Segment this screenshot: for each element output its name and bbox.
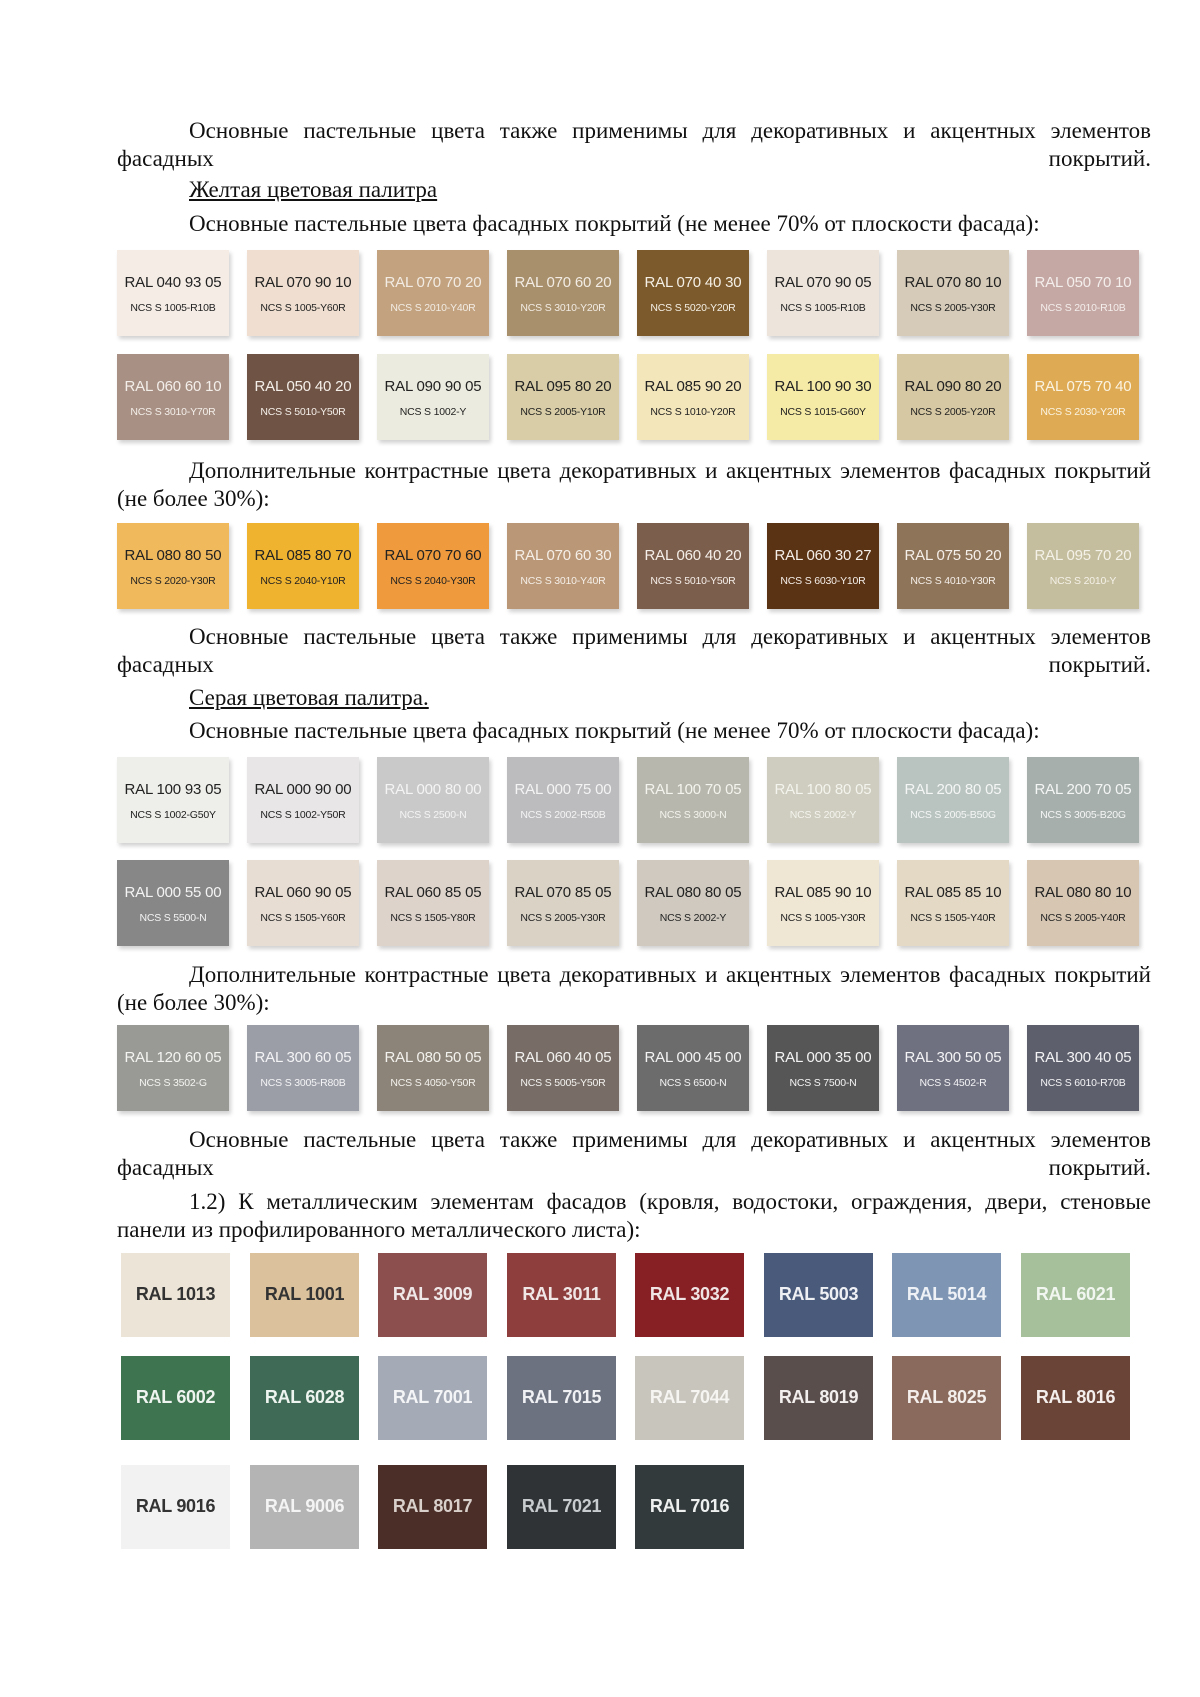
color-swatch [377,250,489,336]
swatch-ncs-code: NCS S 4010-Y30R [910,575,996,587]
color-swatch [117,523,229,609]
color-swatch [1027,1025,1139,1111]
paragraph-yellow-accent-intro: Дополнительные контрастные цвета декоративных и акцентных элементов фасадных покрытий (не более 30%): [117,458,1151,511]
paragraph-grey-accent-intro: Дополнительные контрастные цвета декоративных и акцентных элементов фасадных покрытий (не более 30%): [117,962,1151,1015]
swatch-ral-code: RAL 050 70 10 [1034,274,1132,291]
metal-color-swatch [378,1253,487,1337]
swatch-ral-code: RAL 070 70 60 [384,547,482,564]
metal-color-swatch [378,1356,487,1440]
swatch-ral-code: RAL 070 40 30 [644,274,742,291]
metal-color-swatch [121,1356,230,1440]
color-swatch [897,250,1009,336]
swatch-ral-code: RAL 060 60 10 [124,378,222,395]
swatch-ral-code: RAL 3009 [392,1284,473,1304]
swatch-ncs-code: NCS S 2002-Y [789,809,857,821]
color-swatch [507,523,619,609]
color-swatch [767,523,879,609]
swatch-ral-code: RAL 6028 [264,1387,345,1407]
metal-color-swatch [250,1253,359,1337]
swatch-ncs-code: NCS S 6030-Y10R [780,575,866,587]
swatch-ral-code: RAL 8016 [1035,1387,1116,1407]
swatch-ncs-code: NCS S 1010-Y20R [650,406,736,418]
swatch-ral-code: RAL 7021 [521,1496,602,1516]
swatch-ral-code: RAL 7015 [521,1387,602,1407]
yellow-main-row-2 [117,354,1157,448]
color-swatch [117,354,229,440]
swatch-ral-code: RAL 050 40 20 [254,378,352,395]
color-swatch [117,757,229,843]
color-swatch [507,757,619,843]
swatch-ral-code: RAL 085 85 10 [904,884,1002,901]
color-swatch [897,354,1009,440]
swatch-ncs-code: NCS S 2005-B50G [910,809,996,821]
color-swatch [1027,757,1139,843]
heading-grey-palette: Серая цветовая палитра. [189,685,429,710]
color-swatch [1027,250,1139,336]
swatch-ncs-code: NCS S 1505-Y40R [910,912,996,924]
color-swatch [897,860,1009,946]
metal-color-swatch [764,1356,873,1440]
metal-color-swatch [892,1356,1001,1440]
metal-color-swatch [507,1253,616,1337]
paragraph-pastel-note-3: Основные пастельные цвета также применимы для декоративных и акцентных элементов фасадных покрытий. [117,1127,1151,1180]
color-swatch [507,860,619,946]
paragraph-metal-elements: 1.2) К металлическим элементам фасадов (кровля, водостоки, ограждения, двери, стеновые панели из профилированного металлического листа): [117,1189,1151,1242]
color-swatch [1027,354,1139,440]
color-swatch [247,1025,359,1111]
swatch-ral-code: RAL 3032 [649,1284,730,1304]
color-swatch [637,757,749,843]
color-swatch [507,1025,619,1111]
swatch-ral-code: RAL 8025 [906,1387,987,1407]
paragraph-grey-main-intro: Основные пастельные цвета фасадных покрытий (не менее 70% от плоскости фасада): [189,718,1040,743]
swatch-ral-code: RAL 120 60 05 [124,1049,222,1066]
swatch-ral-code: RAL 095 70 20 [1034,547,1132,564]
swatch-ral-code: RAL 000 45 00 [644,1049,742,1066]
color-swatch [377,354,489,440]
swatch-ral-code: RAL 000 35 00 [774,1049,872,1066]
color-swatch [247,250,359,336]
swatch-ncs-code: NCS S 1015-G60Y [780,406,866,418]
swatch-ral-code: RAL 5014 [906,1284,987,1304]
metal-row-2 [121,1356,1161,1450]
swatch-ncs-code: NCS S 3010-Y40R [520,575,606,587]
swatch-ral-code: RAL 1013 [135,1284,216,1304]
swatch-ncs-code: NCS S 4502-R [919,1077,987,1089]
swatch-ral-code: RAL 060 40 05 [514,1049,612,1066]
color-swatch [897,1025,1009,1111]
color-swatch [117,1025,229,1111]
swatch-ncs-code: NCS S 2005-Y20R [910,406,996,418]
swatch-ncs-code: NCS S 3005-B20G [1040,809,1126,821]
swatch-ral-code: RAL 9006 [264,1496,345,1516]
swatch-ral-code: RAL 8019 [778,1387,859,1407]
swatch-ral-code: RAL 070 90 05 [774,274,872,291]
color-swatch [377,1025,489,1111]
swatch-ral-code: RAL 075 70 40 [1034,378,1132,395]
swatch-ncs-code: NCS S 1005-R10B [130,302,216,314]
swatch-ncs-code: NCS S 3000-N [659,809,727,821]
metal-row-3 [121,1465,1161,1559]
metal-color-swatch [121,1465,230,1549]
swatch-ral-code: RAL 200 70 05 [1034,781,1132,798]
metal-color-swatch [250,1465,359,1549]
swatch-ral-code: RAL 100 90 30 [774,378,872,395]
swatch-ral-code: RAL 000 75 00 [514,781,612,798]
grey-main-row-2 [117,860,1157,954]
color-swatch [377,860,489,946]
swatch-ncs-code: NCS S 6010-R70B [1040,1077,1126,1089]
color-swatch [117,250,229,336]
swatch-ncs-code: NCS S 2040-Y10R [260,575,346,587]
yellow-main-row-1 [117,250,1157,344]
swatch-ral-code: RAL 100 80 05 [774,781,872,798]
swatch-ncs-code: NCS S 1005-Y60R [260,302,346,314]
color-swatch [767,250,879,336]
color-swatch [897,523,1009,609]
metal-color-swatch [1021,1356,1130,1440]
metal-color-swatch [635,1356,744,1440]
color-swatch [637,860,749,946]
swatch-ncs-code: NCS S 2002-R50B [520,809,606,821]
color-swatch [767,1025,879,1111]
swatch-ncs-code: NCS S 2005-Y30R [520,912,606,924]
color-swatch [637,250,749,336]
swatch-ncs-code: NCS S 2010-R10B [1040,302,1126,314]
swatch-ncs-code: NCS S 1505-Y80R [390,912,476,924]
swatch-ral-code: RAL 5003 [778,1284,859,1304]
grey-accent-row [117,1025,1157,1119]
color-swatch [767,860,879,946]
swatch-ncs-code: NCS S 5010-Y50R [260,406,346,418]
color-swatch [507,250,619,336]
swatch-ral-code: RAL 060 30 27 [774,547,872,564]
swatch-ral-code: RAL 7044 [649,1387,730,1407]
swatch-ral-code: RAL 070 60 30 [514,547,612,564]
swatch-ncs-code: NCS S 5500-N [139,912,207,924]
swatch-ral-code: RAL 300 60 05 [254,1049,352,1066]
swatch-ral-code: RAL 7001 [392,1387,473,1407]
swatch-ral-code: RAL 090 80 20 [904,378,1002,395]
swatch-ral-code: RAL 300 50 05 [904,1049,1002,1066]
swatch-ncs-code: NCS S 4050-Y50R [390,1077,476,1089]
swatch-ncs-code: NCS S 1002-Y50R [260,809,346,821]
metal-color-swatch [507,1356,616,1440]
swatch-ncs-code: NCS S 2005-Y30R [910,302,996,314]
swatch-ral-code: RAL 070 90 10 [254,274,352,291]
swatch-ncs-code: NCS S 5005-Y50R [520,1077,606,1089]
paragraph-yellow-main-intro: Основные пастельные цвета фасадных покрытий (не менее 70% от плоскости фасада): [189,211,1040,236]
color-swatch [767,354,879,440]
swatch-ral-code: RAL 000 90 00 [254,781,352,798]
swatch-ncs-code: NCS S 3502-G [139,1077,207,1089]
swatch-ral-code: RAL 070 85 05 [514,884,612,901]
color-swatch [377,757,489,843]
swatch-ncs-code: NCS S 3010-Y20R [520,302,606,314]
metal-row-1 [121,1253,1161,1347]
paragraph-pastel-note-2: Основные пастельные цвета также применимы для декоративных и акцентных элементов фасадных покрытий. [117,624,1151,677]
swatch-ral-code: RAL 300 40 05 [1034,1049,1132,1066]
swatch-ncs-code: NCS S 5010-Y50R [650,575,736,587]
swatch-ral-code: RAL 7016 [649,1496,730,1516]
color-swatch [767,757,879,843]
swatch-ncs-code: NCS S 3005-R80B [260,1077,346,1089]
swatch-ncs-code: NCS S 2040-Y30R [390,575,476,587]
swatch-ral-code: RAL 100 70 05 [644,781,742,798]
heading-yellow-palette: Желтая цветовая палитра [189,177,438,202]
swatch-ncs-code: NCS S 2002-Y [659,912,727,924]
swatch-ncs-code: NCS S 2500-N [399,809,467,821]
swatch-ral-code: RAL 040 93 05 [124,274,222,291]
swatch-ral-code: RAL 100 93 05 [124,781,222,798]
swatch-ral-code: RAL 1001 [264,1284,345,1304]
color-swatch [637,1025,749,1111]
color-swatch [247,354,359,440]
swatch-ral-code: RAL 080 50 05 [384,1049,482,1066]
swatch-ncs-code: NCS S 1002-Y [399,406,467,418]
metal-color-swatch [507,1465,616,1549]
metal-color-swatch [121,1253,230,1337]
swatch-ncs-code: NCS S 3010-Y70R [130,406,216,418]
swatch-ral-code: RAL 3011 [522,1284,601,1304]
swatch-ncs-code: NCS S 2020-Y30R [130,575,216,587]
swatch-ral-code: RAL 070 80 10 [904,274,1002,291]
swatch-ncs-code: NCS S 1005-R10B [780,302,866,314]
metal-color-swatch [635,1253,744,1337]
swatch-ral-code: RAL 075 50 20 [904,547,1002,564]
yellow-accent-row [117,523,1157,617]
metal-color-swatch [378,1465,487,1549]
swatch-ral-code: RAL 000 55 00 [124,884,222,901]
swatch-ncs-code: NCS S 5020-Y20R [650,302,736,314]
swatch-ral-code: RAL 080 80 50 [124,547,222,564]
color-swatch [247,757,359,843]
swatch-ral-code: RAL 070 70 20 [384,274,482,291]
color-swatch [247,523,359,609]
swatch-ncs-code: NCS S 2010-Y40R [390,302,476,314]
swatch-ral-code: RAL 060 40 20 [644,547,742,564]
swatch-ncs-code: NCS S 1002-G50Y [130,809,216,821]
swatch-ncs-code: NCS S 1005-Y30R [780,912,866,924]
color-swatch [247,860,359,946]
swatch-ral-code: RAL 9016 [135,1496,216,1516]
swatch-ral-code: RAL 090 90 05 [384,378,482,395]
swatch-ncs-code: NCS S 2030-Y20R [1040,406,1126,418]
color-swatch [507,354,619,440]
swatch-ral-code: RAL 095 80 20 [514,378,612,395]
swatch-ral-code: RAL 8017 [392,1496,473,1516]
color-swatch [117,860,229,946]
color-swatch [377,523,489,609]
swatch-ncs-code: NCS S 7500-N [789,1077,857,1089]
swatch-ral-code: RAL 060 85 05 [384,884,482,901]
metal-color-swatch [250,1356,359,1440]
swatch-ral-code: RAL 6002 [135,1387,216,1407]
color-swatch [637,523,749,609]
color-swatch [1027,860,1139,946]
swatch-ncs-code: NCS S 6500-N [659,1077,727,1089]
swatch-ncs-code: NCS S 2005-Y10R [520,406,606,418]
paragraph-pastel-note-1: Основные пастельные цвета также применимы для декоративных и акцентных элементов фасадных покрытий. [117,118,1151,171]
swatch-ral-code: RAL 080 80 05 [644,884,742,901]
swatch-ral-code: RAL 080 80 10 [1034,884,1132,901]
swatch-ncs-code: NCS S 2010-Y [1049,575,1117,587]
metal-color-swatch [635,1465,744,1549]
color-swatch [1027,523,1139,609]
swatch-ral-code: RAL 085 80 70 [254,547,352,564]
swatch-ral-code: RAL 060 90 05 [254,884,352,901]
swatch-ral-code: RAL 6021 [1035,1284,1116,1304]
swatch-ral-code: RAL 085 90 20 [644,378,742,395]
grey-main-row-1 [117,757,1157,851]
swatch-ral-code: RAL 085 90 10 [774,884,872,901]
swatch-ral-code: RAL 200 80 05 [904,781,1002,798]
swatch-ral-code: RAL 070 60 20 [514,274,612,291]
color-swatch [637,354,749,440]
swatch-ncs-code: NCS S 1505-Y60R [260,912,346,924]
metal-color-swatch [892,1253,1001,1337]
swatch-ral-code: RAL 000 80 00 [384,781,482,798]
swatch-ncs-code: NCS S 2005-Y40R [1040,912,1126,924]
color-swatch [897,757,1009,843]
metal-color-swatch [1021,1253,1130,1337]
metal-color-swatch [764,1253,873,1337]
